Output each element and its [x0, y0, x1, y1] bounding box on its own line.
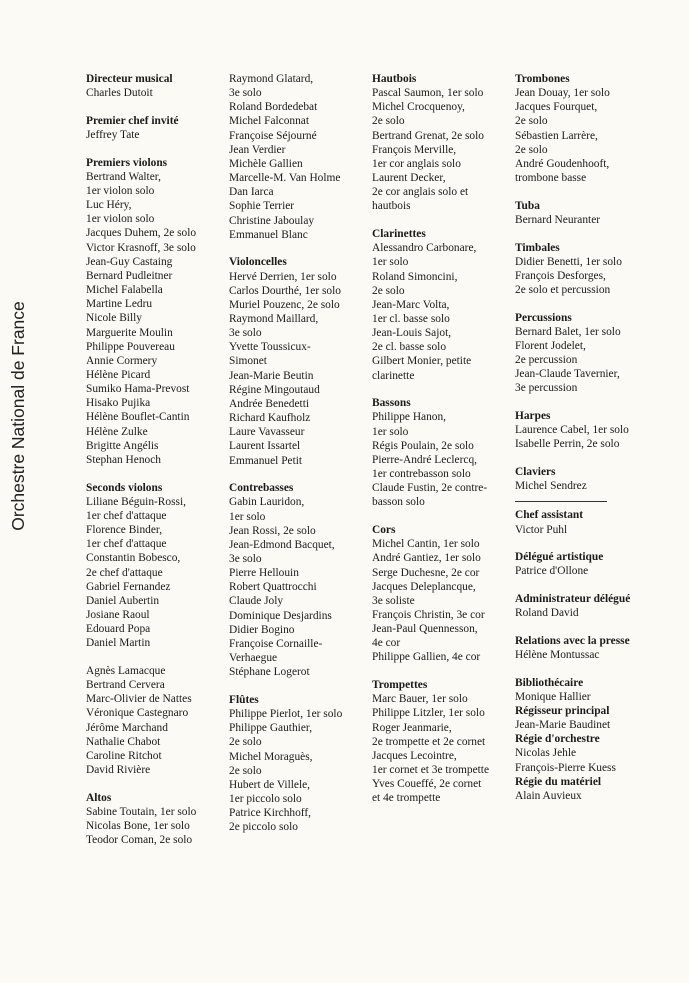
member-line: David Rivière	[86, 764, 151, 777]
section-spacer	[515, 620, 630, 634]
member-line: Marc Bauer, 1er solo	[372, 693, 468, 706]
member-line: Philippe Hanon,	[372, 411, 447, 424]
member-line: hautbois	[372, 200, 411, 213]
member-line: 1er chef d'attaque	[86, 509, 167, 522]
member-line: Stéphane Logerot	[229, 666, 310, 679]
member-line: Annie Cormery	[86, 354, 158, 367]
member-line: 2e solo et percussion	[515, 284, 611, 297]
section-spacer	[515, 185, 630, 199]
member-line: Jean Verdier	[229, 143, 286, 156]
section-heading: Seconds violons	[86, 481, 163, 494]
member-line: Carlos Dourthé, 1er solo	[229, 284, 341, 297]
member-line: Philippe Gallien, 4e cor	[372, 651, 481, 664]
member-line: François Desforges,	[515, 269, 606, 282]
member-line: Constantin Bobesco,	[86, 552, 181, 565]
member-line: 2e cor anglais solo et	[372, 186, 469, 199]
member-line: 1er contrebasson solo	[372, 468, 471, 481]
section-spacer	[229, 468, 342, 482]
member-line: Jean-Edmond Bacquet,	[229, 538, 335, 551]
member-line: Marguerite Moulin	[86, 326, 173, 339]
column-3	[372, 72, 489, 806]
member-line: Bernard Pudleitner	[86, 269, 173, 282]
member-line: 1er violon solo	[86, 213, 155, 226]
member-line: Dominique Desjardins	[229, 609, 332, 622]
member-line: Sumiko Hama-Prevost	[86, 383, 190, 396]
section-heading: Directeur musical	[86, 73, 173, 85]
section-heading: Chef assistant	[515, 509, 584, 522]
member-line: clarinette	[372, 369, 415, 382]
section-spacer	[86, 142, 196, 156]
member-line: trombone basse	[515, 172, 587, 185]
member-line: Françoise Séjourné	[229, 129, 317, 142]
section-heading: Administrateur délégué	[515, 593, 631, 606]
member-line: Dan Iarca	[229, 186, 274, 199]
member-line: Verhaegue	[229, 652, 278, 665]
member-line: Jérôme Marchand	[86, 721, 168, 734]
member-line: Hélène Montussac	[515, 649, 600, 661]
member-line: Daniel Martin	[86, 637, 151, 650]
member-line: Bertrand Cervera	[86, 679, 165, 692]
member-line: Jean-Paul Quennesson,	[372, 623, 478, 636]
member-line: Jean-Claude Tavernier,	[515, 368, 620, 381]
section-heading: Altos	[86, 791, 112, 804]
column-1	[86, 72, 196, 847]
member-line: Alain Auvieux	[515, 789, 582, 802]
member-line: 3e solo	[229, 87, 262, 100]
member-line: Gilbert Monier, petite	[372, 355, 472, 368]
member-line: 1er cor anglais solo	[372, 157, 461, 170]
member-line: Sophie Terrier	[229, 200, 295, 213]
member-line: Victor Krasnoff, 3e solo	[86, 241, 196, 254]
section-divider	[515, 501, 607, 502]
member-line: 3e solo	[229, 327, 262, 340]
member-line: Patrice Kirchhoff,	[229, 807, 312, 820]
member-line: Jacques Fourquet,	[515, 101, 598, 114]
member-line: Nicole Billy	[86, 312, 142, 325]
member-line: Jeffrey Tate	[86, 128, 140, 141]
column-2	[229, 72, 342, 834]
section-spacer	[372, 510, 489, 524]
member-line: Muriel Pouzenc, 2e solo	[229, 298, 340, 311]
member-line: Hubert de Villele,	[229, 778, 311, 791]
member-line: 1er solo	[229, 510, 266, 523]
column-4	[515, 72, 630, 803]
section-spacer	[86, 100, 196, 114]
section-heading: Régisseur principal	[515, 704, 610, 717]
member-line: 2e solo	[372, 115, 405, 128]
member-line: 1er cornet et 3e trompette	[372, 764, 490, 777]
member-line: Hervé Derrien, 1er solo	[229, 270, 337, 283]
member-line: Jean-Guy Castaing	[86, 255, 173, 268]
member-line: Michel Cantin, 1er solo	[372, 538, 480, 551]
member-line: Roland Bordedebat	[229, 101, 318, 114]
member-line: Nicolas Jehle	[515, 747, 577, 760]
member-line: Michel Crocquenoy,	[372, 101, 465, 114]
member-line: Laure Vavasseur	[229, 426, 305, 439]
member-line: Hélène Picard	[86, 368, 151, 381]
section-heading: Clarinettes	[372, 228, 426, 241]
member-line: Claude Joly	[229, 595, 284, 608]
member-line: Christine Jaboulay	[229, 214, 315, 227]
section-heading: Timbales	[515, 241, 560, 254]
member-line: Victor Puhl	[515, 523, 568, 536]
member-line: Serge Duchesne, 2e cor	[372, 566, 480, 579]
member-line: Philippe Gauthier,	[229, 722, 313, 735]
member-line: Régis Poulain, 2e solo	[372, 439, 474, 452]
member-line: Simonet	[229, 355, 267, 368]
member-line: Bernard Balet, 1er solo	[515, 325, 621, 338]
member-line: 2e solo	[372, 284, 405, 297]
member-line: 3e solo	[229, 553, 262, 565]
member-line: 2e chef d'attaque	[86, 566, 163, 579]
member-line: 2e solo	[515, 143, 548, 156]
member-line: Philippe Litzler, 1er solo	[372, 707, 485, 720]
member-line: Pierre Hellouin	[229, 567, 299, 580]
member-line: 2e solo	[229, 736, 262, 749]
member-line: Emmanuel Petit	[229, 454, 303, 467]
member-line: Edouard Popa	[86, 623, 151, 636]
member-line: Emmanuel Blanc	[229, 228, 308, 241]
section-spacer	[515, 537, 630, 551]
member-line: Monique Hallier	[515, 690, 591, 703]
member-line: Pierre-André Leclercq,	[372, 453, 477, 466]
member-line: Hisako Pujika	[86, 397, 151, 410]
section-spacer	[229, 679, 342, 693]
orchestra-title: Orchestre National de France	[8, 301, 28, 531]
member-line: Véronique Castegnaro	[86, 707, 189, 720]
member-line: 3e percussion	[515, 382, 578, 395]
member-line: André Goudenhooft,	[515, 157, 610, 170]
member-line: Philippe Pierlot, 1er solo	[229, 708, 343, 721]
member-line: Jacques Deleplancque,	[372, 580, 476, 593]
member-line: Hélène Zulke	[86, 425, 148, 438]
section-spacer	[515, 297, 630, 311]
member-line: Bernard Neuranter	[515, 213, 601, 226]
member-line: 1er chef d'attaque	[86, 538, 167, 551]
member-line: Liliane Béguin-Rossi,	[86, 495, 186, 508]
member-line: 2e solo	[229, 764, 262, 777]
member-line: Patrice d'Ollone	[515, 565, 589, 578]
member-line: Jacques Duhem, 2e solo	[86, 227, 197, 240]
section-heading: Délégué artistique	[515, 551, 604, 564]
member-line: Françoise Cornaille-	[229, 637, 323, 650]
section-heading: Trompettes	[372, 679, 428, 692]
member-line: Gabin Lauridon,	[229, 496, 305, 509]
section-heading: Cors	[372, 524, 396, 537]
member-line: 1er piccolo solo	[229, 793, 302, 805]
member-line: Laurence Cabel, 1er solo	[515, 424, 629, 437]
member-line: Jean-Marc Volta,	[372, 298, 450, 311]
member-line: Sabine Toutain, 1er solo	[86, 805, 197, 818]
member-line: Martine Ledru	[86, 298, 153, 311]
section-heading: Régie du matériel	[515, 775, 602, 788]
member-line: Bertrand Grenat, 2e solo	[372, 129, 484, 142]
member-line: Agnès Lamacque	[86, 664, 166, 677]
member-line: Didier Benetti, 1er solo	[515, 255, 622, 268]
member-line: Jean-Marie Beutin	[229, 369, 314, 382]
section-heading: Premier chef invité	[86, 114, 179, 127]
section-heading: Harpes	[515, 410, 551, 423]
section-spacer	[515, 662, 630, 676]
section-spacer	[372, 665, 489, 679]
member-line: Raymond Maillard,	[229, 313, 319, 325]
member-line: Laurent Decker,	[372, 172, 446, 185]
member-line: Brigitte Angélis	[86, 439, 159, 452]
section-spacer	[86, 467, 196, 481]
section-heading: Bassons	[372, 397, 411, 410]
member-line: François Merville,	[372, 143, 457, 156]
member-line: 1er cl. basse solo	[372, 313, 450, 325]
member-line: basson solo	[372, 496, 425, 509]
member-line: Bertrand Walter,	[86, 170, 161, 183]
section-spacer	[229, 242, 342, 256]
member-line: 1er solo	[372, 256, 409, 269]
member-line: Florence Binder,	[86, 524, 163, 537]
member-line: François-Pierre Kuess	[515, 761, 616, 774]
section-spacer	[86, 650, 196, 664]
member-line: Jacques Lecointre,	[372, 749, 457, 762]
member-line: Daniel Aubertin	[86, 594, 160, 607]
section-heading: Flûtes	[229, 693, 259, 706]
section-spacer	[86, 777, 196, 791]
member-line: Stephan Henoch	[86, 453, 161, 466]
member-line: Alessandro Carbonare,	[372, 242, 477, 255]
member-line: Nathalie Chabot	[86, 735, 161, 748]
member-line: Jean Douay, 1er solo	[515, 87, 610, 100]
section-heading: Bibliothécaire	[515, 676, 584, 689]
member-line: 2e percussion	[515, 354, 578, 367]
member-line: Hélène Bouflet-Cantin	[86, 411, 190, 424]
member-line: Laurent Issartel	[229, 440, 301, 453]
section-heading: Relations avec la presse	[515, 634, 630, 647]
member-line: André Gantiez, 1er solo	[372, 552, 481, 565]
member-line: Marc-Olivier de Nattes	[86, 693, 192, 706]
member-line: 4e cor	[372, 637, 401, 650]
section-heading: Hautbois	[372, 73, 417, 85]
member-line: Florent Jodelet,	[515, 340, 586, 352]
member-line: Sébastien Larrère,	[515, 129, 598, 142]
member-line: Jean-Louis Sajot,	[372, 327, 452, 340]
member-line: Andrée Benedetti	[229, 397, 310, 410]
member-line: Jean Rossi, 2e solo	[229, 524, 316, 537]
member-line: Caroline Ritchot	[86, 749, 162, 762]
member-line: Teodor Coman, 2e solo	[86, 834, 193, 847]
member-line: Michel Moraguès,	[229, 750, 313, 763]
section-spacer	[515, 452, 630, 466]
member-line: Roland David	[515, 607, 579, 620]
section-heading: Contrebasses	[229, 482, 294, 495]
section-spacer	[515, 396, 630, 410]
section-heading: Tuba	[515, 199, 540, 212]
section-spacer	[515, 579, 630, 593]
member-line: Raymond Glatard,	[229, 73, 314, 85]
member-line: Roland Simoncini,	[372, 270, 458, 283]
section-heading: Premiers violons	[86, 156, 168, 169]
member-line: Roger Jeanmarie,	[372, 721, 452, 734]
member-line: Richard Kaufholz	[229, 412, 311, 425]
member-line: 1er violon solo	[86, 184, 155, 197]
section-spacer	[372, 383, 489, 397]
section-heading: Claviers	[515, 466, 556, 479]
member-line: Yvette Toussicux-	[229, 341, 311, 354]
member-line: Jean-Marie Baudinet	[515, 719, 611, 732]
member-line: Marcelle-M. Van Holme	[229, 172, 341, 185]
member-line: Isabelle Perrin, 2e solo	[515, 438, 620, 451]
member-line: et 4e trompette	[372, 792, 441, 805]
member-line: 1er solo	[372, 425, 409, 438]
member-line: François Christin, 3e cor	[372, 608, 485, 621]
section-spacer	[372, 214, 489, 228]
section-spacer	[515, 227, 630, 241]
member-line: Michel Falconnat	[229, 115, 310, 128]
member-line: Michèle Gallien	[229, 157, 303, 170]
member-line: Nicolas Bone, 1er solo	[86, 820, 190, 832]
section-heading: Trombones	[515, 73, 570, 85]
member-line: Michel Falabella	[86, 284, 163, 297]
member-line: Josiane Raoul	[86, 608, 150, 621]
member-line: Pascal Saumon, 1er solo	[372, 87, 484, 100]
member-line: Michel Sendrez	[515, 480, 587, 493]
member-line: Régine Mingoutaud	[229, 383, 320, 396]
member-line: 2e cl. basse solo	[372, 341, 447, 354]
member-line: Charles Dutoit	[86, 87, 153, 100]
member-line: 2e piccolo solo	[229, 821, 298, 834]
member-line: Robert Quattrocchi	[229, 581, 317, 594]
member-line: 2e trompette et 2e cornet	[372, 735, 486, 748]
member-line: Didier Bogino	[229, 623, 295, 636]
member-line: Yves Coueffé, 2e cornet	[372, 778, 482, 791]
member-line: 3e soliste	[372, 594, 415, 607]
section-heading: Violoncelles	[229, 256, 287, 269]
member-line: Claude Fustin, 2e contre-	[372, 482, 488, 495]
member-line: 2e solo	[515, 115, 548, 128]
member-line: Philippe Pouvereau	[86, 340, 175, 353]
section-heading: Régie d'orchestre	[515, 733, 600, 746]
member-line: Gabriel Fernandez	[86, 580, 171, 593]
member-line: Luc Héry,	[86, 199, 132, 212]
section-heading: Percussions	[515, 311, 572, 324]
